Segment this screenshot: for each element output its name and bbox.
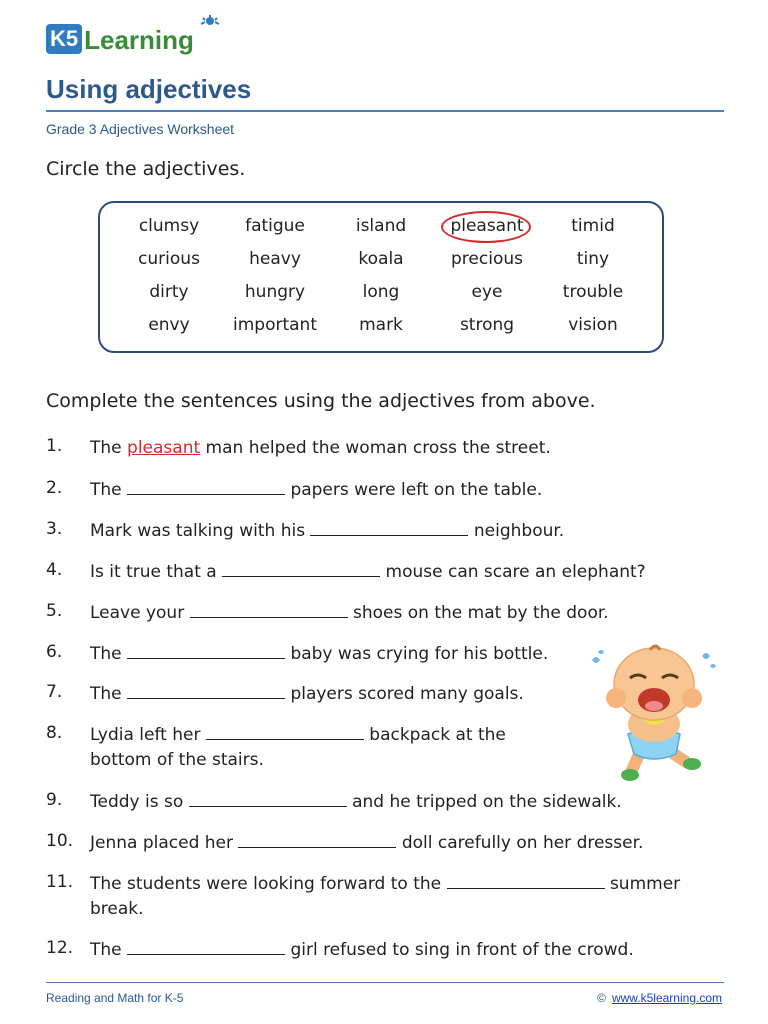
- footer-link[interactable]: www.k5learning.com: [611, 991, 722, 1005]
- sentence-after: doll carefully on her dresser.: [401, 833, 644, 853]
- word-3-2: mark: [359, 315, 403, 335]
- sentence-text: [90, 938, 634, 963]
- sentence-after: papers were left on the table.: [290, 480, 543, 500]
- sentence-before: The: [90, 684, 122, 704]
- sentence-number: 8.: [46, 723, 63, 743]
- word-2-0: dirty: [149, 282, 189, 302]
- word-0-1: fatigue: [245, 216, 305, 236]
- answer-blank[interactable]: [222, 560, 380, 577]
- word-3-0: envy: [148, 315, 190, 335]
- answer-blank[interactable]: [127, 682, 285, 699]
- sentence-text: [90, 790, 622, 815]
- sentence-before: Is it true that a: [90, 562, 217, 582]
- answer-blank[interactable]: [190, 601, 348, 618]
- sentence-number: 1.: [46, 436, 63, 456]
- sentence-text: [90, 478, 542, 503]
- word-0-0: clumsy: [138, 216, 200, 236]
- sentence-text: [90, 642, 548, 667]
- sentence-number: 12.: [46, 938, 74, 958]
- sentence-before: The students were looking forward to the: [90, 874, 442, 894]
- k5-learning-logo: [46, 14, 194, 58]
- sentence-after: man helped the woman cross the street.: [205, 438, 551, 458]
- word-3-4: vision: [568, 315, 618, 335]
- sentence-text: [90, 723, 506, 748]
- filled-answer: pleasant: [127, 438, 201, 458]
- sentence-text: [90, 601, 609, 626]
- answer-blank[interactable]: [127, 642, 285, 659]
- sentence-after: baby was crying for his bottle.: [290, 644, 549, 664]
- sentence-number: 2.: [46, 478, 63, 498]
- sentence-after: neighbour.: [473, 521, 565, 541]
- sentence-after: mouse can scare an elephant?: [385, 562, 646, 582]
- word-1-1: heavy: [249, 249, 301, 269]
- word-2-1: hungry: [244, 282, 306, 302]
- complete-instruction: Complete the sentences using the adjectives from above.: [46, 390, 596, 412]
- sentence-continuation: bottom of the stairs.: [90, 750, 264, 770]
- sentence-before: The: [90, 940, 122, 960]
- sentence-before: Jenna placed her: [90, 833, 233, 853]
- sentence-number: 9.: [46, 790, 63, 810]
- sentence-number: 11.: [46, 872, 74, 892]
- sentence-before: The: [90, 480, 122, 500]
- sentence-before: Mark was talking with his: [90, 521, 306, 541]
- sentence-before: The: [90, 644, 122, 664]
- logo-spark-icon: [198, 14, 222, 32]
- sentence-number: 5.: [46, 601, 63, 621]
- answer-blank[interactable]: [310, 519, 468, 536]
- word-3-1: important: [233, 315, 317, 335]
- sentence-text: [90, 519, 564, 544]
- logo-wordmark: Learning: [84, 25, 194, 55]
- sentence-number: 3.: [46, 519, 63, 539]
- sentence-after: girl refused to sing in front of the crowd.: [290, 940, 634, 960]
- sentence-continuation: break.: [90, 899, 144, 919]
- answer-blank[interactable]: [206, 723, 364, 740]
- sentence-text: [90, 872, 680, 897]
- word-2-4: trouble: [562, 282, 624, 302]
- word-0-3: pleasant: [450, 216, 524, 236]
- word-1-4: tiny: [576, 249, 610, 269]
- word-1-2: koala: [358, 249, 404, 269]
- answer-blank[interactable]: [238, 831, 396, 848]
- sentence-number: 6.: [46, 642, 63, 662]
- word-3-3: strong: [459, 315, 515, 335]
- sentence-number: 4.: [46, 560, 63, 580]
- word-0-2: island: [355, 216, 407, 236]
- sentence-after: summer: [609, 874, 681, 894]
- logo-k5-badge: K5: [46, 24, 82, 54]
- copyright-symbol: ©: [597, 991, 606, 1005]
- answer-blank[interactable]: [127, 478, 285, 495]
- sentence-number: 7.: [46, 682, 63, 702]
- sentence-before: Teddy is so: [90, 792, 184, 812]
- word-1-3: precious: [451, 249, 523, 269]
- worksheet-subtitle: Grade 3 Adjectives Worksheet: [46, 121, 235, 137]
- title-divider: [46, 110, 724, 112]
- answer-blank[interactable]: [189, 790, 347, 807]
- crying-baby-illustration: [584, 642, 724, 784]
- sentence-text: [90, 436, 551, 461]
- sentence-before: The: [90, 438, 122, 458]
- sentence-after: and he tripped on the sidewalk.: [352, 792, 622, 812]
- answer-blank[interactable]: [447, 872, 605, 889]
- sentence-before: Leave your: [90, 603, 185, 623]
- sentence-after: backpack at the: [369, 725, 506, 745]
- sentence-text: [90, 831, 643, 856]
- word-2-2: long: [362, 282, 400, 302]
- sentence-text: [90, 560, 646, 585]
- word-0-4: timid: [571, 216, 615, 236]
- word-2-3: eye: [471, 282, 503, 302]
- sentence-text: [90, 682, 524, 707]
- circle-instruction: Circle the adjectives.: [46, 158, 246, 180]
- page-title: Using adjectives: [46, 74, 252, 104]
- answer-blank[interactable]: [127, 938, 285, 955]
- footer-divider: [46, 982, 724, 983]
- word-1-0: curious: [138, 249, 200, 269]
- sentence-before: Lydia left her: [90, 725, 201, 745]
- answer-circle: [441, 211, 531, 243]
- footer-tagline: Reading and Math for K-5: [46, 991, 184, 1005]
- footer-credit: [597, 991, 722, 1005]
- sentence-after: shoes on the mat by the door.: [353, 603, 609, 623]
- sentence-after: players scored many goals.: [290, 684, 524, 704]
- sentence-number: 10.: [46, 831, 74, 851]
